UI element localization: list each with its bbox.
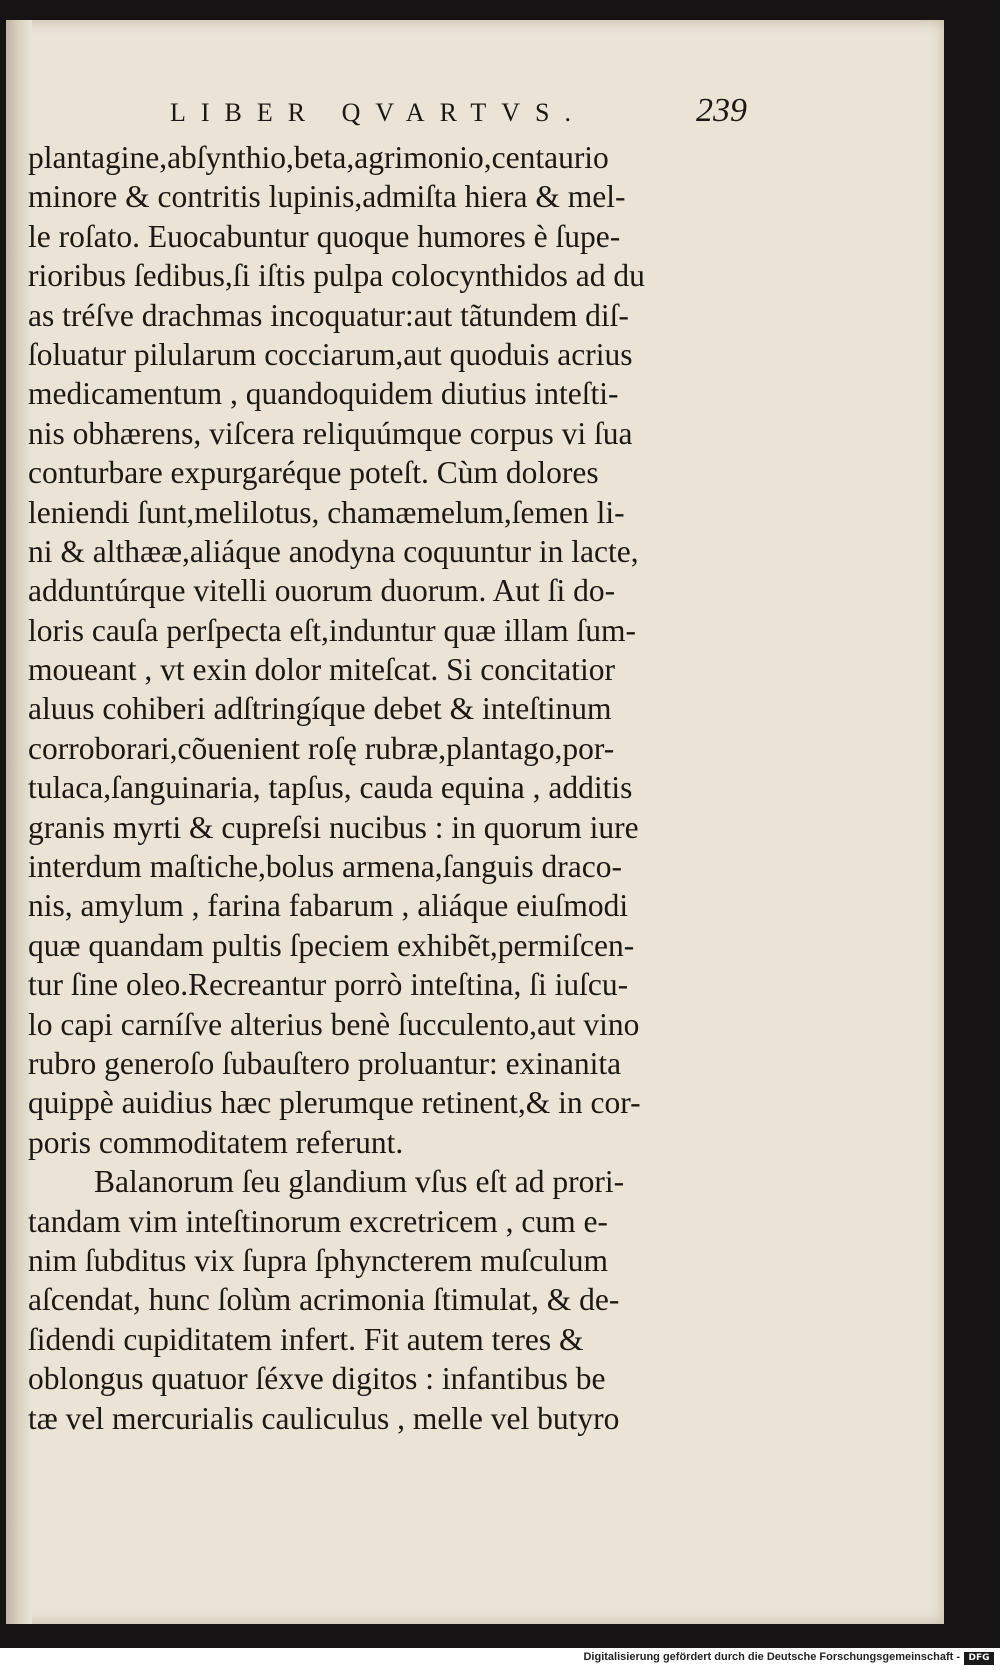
digitization-credit: Digitalisierung gefördert durch die Deutsche Forschungsgemeinschaft - [583,1651,960,1663]
text-line: moueant , vt exin dolor miteſcat. Si concitatior [28,652,615,688]
text-line: ſoluatur pilularum cocciarum,aut quoduis acrius [28,336,633,372]
text-line: as tréſve drachmas incoquatur:aut tãtundem diſ- [28,297,629,333]
dfg-logo: DFG [964,1652,994,1665]
text-line: rubro generoſo ſubauſtero proluantur: exinanita [28,1045,622,1081]
text-line: rioribus ſedibus,ſi iſtis pulpa colocynthidos ad du [28,258,645,294]
page-number: 239 [696,92,747,129]
text-line: loris cauſa perſpecta eſt,induntur quæ illam ſum- [28,612,636,648]
text-line: quippè auidius hæc plerumque retinent,& in cor- [28,1085,641,1121]
page-header [6,90,944,134]
text-line: tæ vel mercurialis cauliculus , melle vel butyro [28,1400,620,1436]
text-line: Balanorum ſeu glandium vſus eſt ad prori- [94,1164,625,1200]
text-line: adduntúrque vitelli ouorum duorum. Aut ſi do- [28,573,616,609]
text-line: minore & contritis lupinis,admiſta hiera & mel- [28,179,626,215]
text-line: ni & althææ,aliáque anodyna coquuntur in lacte, [28,533,639,569]
text-line: lo capi carníſve alterius benè ſucculento,aut vino [28,1006,640,1042]
text-line: nis, amylum , farina fabarum , aliáque eiuſmodi [28,888,629,924]
text-line: aſcendat, hunc ſolùm acrimonia ſtimulat, & de- [28,1282,620,1318]
text-line: medicamentum , quandoquidem diutius inteſti- [28,376,619,412]
footer-bar [0,1648,1000,1670]
text-line: quæ quandam pultis ſpeciem exhibẽt,permiſcen- [28,927,635,963]
text-line: aluus cohiberi adſtringíque debet & inteſtinum [28,691,612,727]
text-line: poris commoditatem referunt. [28,1124,404,1160]
text-line: tur ſine oleo.Recreantur porrò inteſtina, ſi iuſcu- [28,967,629,1003]
text-line: corroborari,cõuenient roſę rubræ,plantago,por- [28,730,615,766]
text-line: plantagine,abſynthio,beta,agrimonio,centaurio [28,140,609,175]
text-line: le roſato. Euocabuntur quoque humores è ſupe- [28,218,621,254]
text-line: nim ſubditus vix ſupra ſphyncterem muſculum [28,1242,609,1278]
text-line: oblongus quatuor ſéxve digitos : infantibus be [28,1361,606,1397]
book-page [6,20,944,1624]
text-line: conturbare expurgaréque poteſt. Cùm dolores [28,455,599,491]
text-line: ſidendi cupiditatem infert. Fit autem teres & [28,1321,584,1357]
text-line: nis obhærens, viſcera reliquúmque corpus vi ſua [28,415,633,451]
text-line: granis myrti & cupreſsi nucibus : in quorum iure [28,809,639,845]
text-block [28,138,768,1438]
text-line: interdum maſtiche,bolus armena,ſanguis draco- [28,849,622,885]
text-line: leniendi ſunt,melilotus, chamæmelum,ſemen li- [28,494,625,530]
text-line: tulaca,ſanguinaria, tapſus, cauda equina , additis [28,770,633,806]
text-line: tandam vim inteſtinorum excretricem , cum e- [28,1203,608,1239]
running-title: LIBER QVARTVS. [170,98,586,127]
